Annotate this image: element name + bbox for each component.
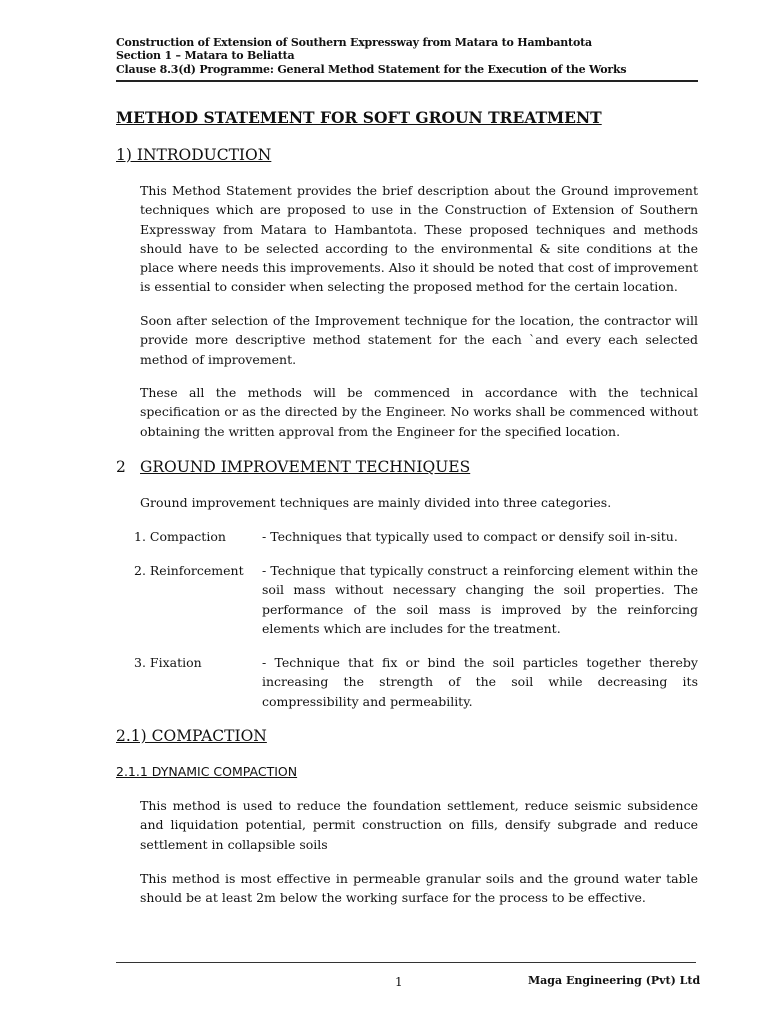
list-item-label: 2. Reinforcement [134, 563, 244, 578]
list-item [134, 527, 698, 546]
section-heading-compaction: 2.1) COMPACTION [116, 727, 267, 745]
list-item-description: - Technique that typically construct a reinforcing element within the soil mass without necessary changing the soil properties. The performance of the soil mass is improved by the reinforcing elements which are includes for the treatment. [262, 563, 698, 636]
list-item [134, 561, 698, 638]
list-item-description: - Technique that fix or bind the soil particles together thereby increasing the strength of the soil while decreasing its compressibility and permeability. [262, 655, 698, 709]
list-item-description: - Techniques that typically used to compact or densify soil in-situ. [262, 529, 678, 544]
compaction-paragraph-2: This method is most effective in permeable granular soils and the ground water table should be at least 2m below the working surface for the process to be effective. [140, 871, 698, 906]
document-title: METHOD STATEMENT FOR SOFT GROUN TREATMENT [116, 108, 602, 127]
section-heading-ground-improvement [116, 458, 470, 476]
section-title: GROUND IMPROVEMENT TECHNIQUES [140, 458, 471, 476]
company-name: Maga Engineering (Pvt) Ltd [528, 974, 701, 987]
header-project-title: Construction of Extension of Southern Expressway from Matara to Hambantota [116, 36, 592, 49]
list-item-label: 1. Compaction [134, 529, 226, 544]
section-number: 2 [116, 458, 126, 476]
footer-divider [116, 962, 696, 963]
list-item-label: 3. Fixation [134, 655, 202, 670]
intro-paragraph-3: These all the methods will be commenced in accordance with the technical specification or as the directed by the Engineer. No works shall be commenced without obtaining the written approval from the Engineer for the specified location. [140, 385, 698, 439]
techniques-intro: Ground improvement techniques are mainly divided into three categories. [140, 495, 612, 510]
compaction-paragraph-1: This method is used to reduce the foundation settlement, reduce seismic subsidence and liquidation potential, permit construction on fills, densify subgrade and reduce settlement in collapsible soils [140, 798, 698, 852]
list-item [134, 653, 698, 711]
intro-paragraph-1: This Method Statement provides the brief description about the Ground improvement techniques which are proposed to use in the Construction of Extension of Southern Expressway from Matara to Hambantota. These proposed techniques and methods should have to be selected according to the environmental & site conditions at the place where needs this improvements. Also it should be noted that cost of improvement is essential to consider when selecting the proposed method for the certain location. [140, 183, 698, 295]
header-section: Section 1 – Matara to Beliatta [116, 49, 295, 62]
header-divider [116, 80, 698, 82]
header-clause: Clause 8.3(d) Programme: General Method Statement for the Execution of the Works [116, 63, 627, 76]
intro-paragraph-2: Soon after selection of the Improvement technique for the location, the contractor will provide more descriptive method statement for the each `and every each selected method of improvement. [140, 313, 698, 367]
page-number: 1 [395, 975, 403, 989]
subsection-heading-dynamic-compaction: 2.1.1 DYNAMIC COMPACTION [116, 764, 298, 779]
section-heading-introduction: 1) INTRODUCTION [116, 146, 272, 164]
